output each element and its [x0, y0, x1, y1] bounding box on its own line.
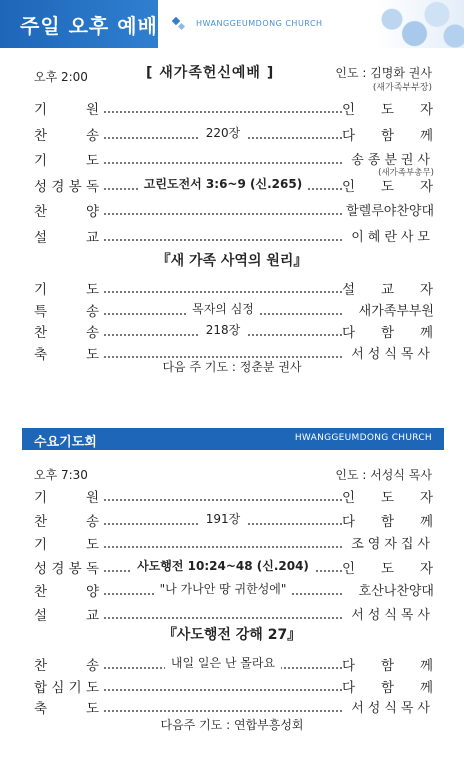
dotted-leader — [104, 111, 342, 113]
order-label: 축 도 — [34, 701, 100, 717]
order-person: 다 함 께 — [342, 127, 434, 144]
order-label: 기 원 — [34, 490, 100, 506]
dotted-leader — [104, 239, 342, 241]
order-person — [342, 200, 434, 220]
sunday-order-row — [34, 124, 434, 144]
order-label: 찬 송 — [34, 658, 100, 674]
wednesday-header-bar — [22, 428, 444, 450]
wednesday-order-row — [34, 510, 434, 530]
order-person-text: 할렐루야찬양대 — [346, 204, 434, 219]
order-label: 기 도 — [34, 153, 100, 169]
order-detail — [104, 321, 342, 338]
order-detail — [104, 557, 342, 574]
wednesday-next-prayer: 다음주 기도 : 연합부흥성회 — [160, 718, 304, 732]
order-label: 찬 양 — [34, 204, 100, 220]
order-person-text: 서성식목사 — [351, 346, 434, 362]
order-detail — [104, 124, 342, 141]
order-detail-text: 목자의 심정 — [186, 302, 260, 316]
order-person — [342, 300, 434, 320]
order-person-text: 이혜란사모 — [351, 229, 434, 245]
sunday-order-row — [34, 300, 434, 320]
dotted-leader — [104, 213, 342, 215]
wednesday-order-row — [34, 654, 434, 674]
dotted-leader — [104, 617, 342, 619]
sunday-service-title: [ 새가족헌신예배 ] — [146, 65, 275, 81]
order-detail-text: 191장 — [200, 512, 247, 526]
order-person-text: 서성식목사 — [351, 701, 434, 716]
sunday-order-row — [34, 149, 434, 178]
sunday-order-row — [34, 278, 434, 298]
order-person-text: 서성식목사 — [351, 607, 434, 623]
hydrangea-image — [374, 0, 464, 48]
order-person-text: 조영자집사 — [351, 537, 434, 552]
order-person: 다 함 께 — [342, 658, 434, 674]
sunday-header-title: 주일 오후 예배 — [20, 14, 158, 38]
sunday-order-row — [34, 226, 434, 246]
dotted-leader — [104, 291, 342, 293]
wednesday-order-row — [34, 697, 434, 717]
dotted-leader — [104, 499, 342, 501]
sunday-leader: 인도 : 김명화 권사 — [335, 66, 432, 80]
dotted-leader — [104, 689, 342, 691]
order-label: 축 도 — [34, 346, 100, 363]
order-label: 찬 송 — [34, 325, 100, 341]
order-label: 설 교 — [34, 607, 100, 624]
sunday-time: 오후 2:00 — [34, 70, 88, 84]
sunday-order-row — [34, 98, 434, 118]
order-person: 인 도 자 — [342, 178, 434, 195]
sunday-header-bar — [0, 0, 464, 48]
order-label: 찬 송 — [34, 513, 100, 530]
order-person — [342, 533, 434, 553]
order-person: 다 함 께 — [342, 679, 434, 696]
sunday-order-row — [34, 175, 434, 195]
order-person-text: 새가족부부원 — [358, 303, 434, 319]
sunday-next-prayer: 다음 주 기도 : 정춘분 권사 — [162, 360, 302, 374]
order-detail — [104, 654, 342, 671]
order-detail-text: 220장 — [200, 126, 247, 140]
order-detail — [104, 510, 342, 527]
order-detail-text: 사도행전 10:24~48 (신.204) — [131, 559, 315, 573]
dotted-leader — [104, 546, 342, 548]
dotted-leader — [104, 710, 342, 712]
order-person — [342, 226, 434, 246]
wednesday-sermon-title: 『사도행전 강해 27』 — [162, 627, 302, 643]
order-detail-text: "나 가나안 땅 귀한성에" — [154, 582, 293, 596]
order-label: 특 송 — [34, 303, 100, 320]
church-name: HWANGGEUMDONG CHURCH — [294, 433, 432, 443]
wednesday-order-row — [34, 676, 434, 696]
dotted-leader — [104, 162, 342, 164]
wednesday-order-row — [34, 557, 434, 577]
order-label: 기 도 — [34, 282, 100, 298]
wednesday-order-row — [34, 604, 434, 624]
wednesday-leader: 인도 : 서성식 목사 — [335, 468, 432, 482]
order-label: 합 심 기 도 — [34, 679, 100, 696]
wednesday-order-row — [34, 533, 434, 553]
order-person — [342, 149, 434, 178]
church-logo-icon — [172, 17, 186, 31]
sunday-sermon-title: 『새 가족 사역의 원리』 — [156, 253, 308, 269]
order-label: 찬 송 — [34, 127, 100, 144]
order-person: 다 함 께 — [342, 325, 434, 341]
sunday-order-row — [34, 321, 434, 341]
order-label: 기 원 — [34, 102, 100, 118]
order-detail-text: 218장 — [200, 323, 247, 337]
wednesday-header-title: 수요기도회 — [34, 435, 97, 450]
order-label: 찬 양 — [34, 584, 100, 600]
order-person: 인 도 자 — [342, 490, 434, 506]
order-detail-text: 내일 일은 난 몰라요 — [165, 656, 281, 670]
wednesday-time: 오후 7:30 — [34, 468, 88, 482]
order-person-sub: (새가족부총무) — [378, 168, 434, 178]
order-person — [342, 604, 434, 624]
order-person: 인 도 자 — [342, 102, 434, 118]
order-detail — [104, 175, 342, 192]
wednesday-order-row — [34, 580, 434, 600]
church-name: HWANGGEUMDONG CHURCH — [196, 19, 323, 28]
order-detail-text: 고린도전서 3:6~9 (신.265) — [138, 177, 308, 191]
sunday-order-row — [34, 200, 434, 220]
order-label: 성 경 봉 독 — [34, 178, 100, 195]
order-label: 기 도 — [34, 537, 100, 553]
order-person: 인 도 자 — [342, 560, 434, 577]
order-person: 설 교 자 — [342, 282, 434, 298]
sunday-leader-sub: (새가족부부장) — [372, 83, 432, 93]
order-person-text: 호산나찬양대 — [358, 584, 434, 599]
order-label: 성 경 봉 독 — [34, 560, 100, 577]
order-detail — [104, 580, 342, 597]
order-person-text: 송종분권사 — [351, 153, 434, 168]
order-detail — [104, 300, 342, 317]
wednesday-order-row — [34, 486, 434, 506]
order-person: 다 함 께 — [342, 513, 434, 530]
order-person — [342, 580, 434, 600]
order-label: 설 교 — [34, 229, 100, 246]
order-person — [342, 697, 434, 717]
